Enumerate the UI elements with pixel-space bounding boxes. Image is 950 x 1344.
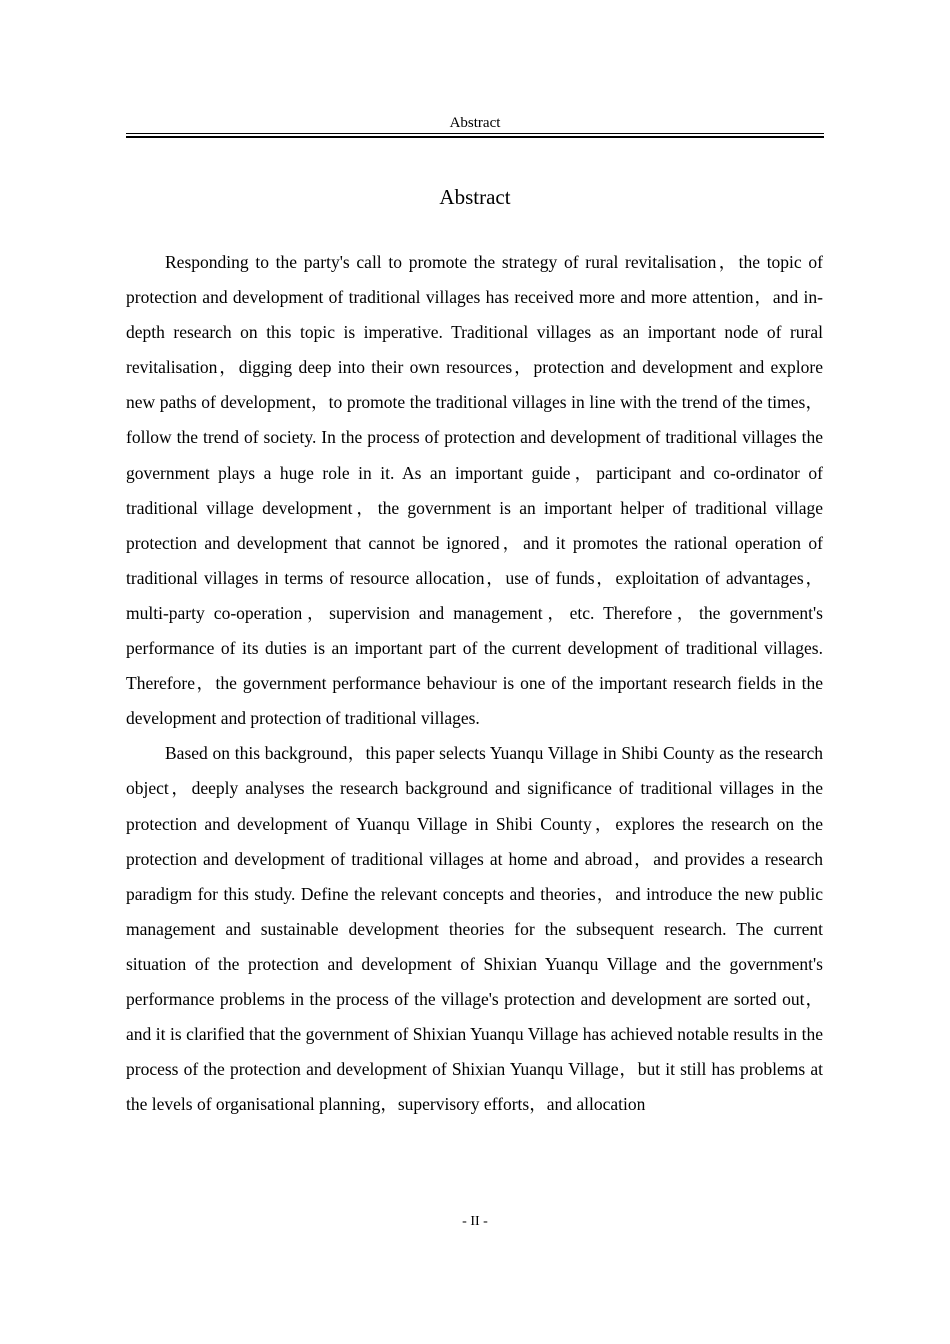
header-rule-thin [126, 133, 824, 134]
page-title: Abstract [439, 185, 511, 209]
abstract-paragraph-1: Responding to the party's call to promote the strategy of rural revitalisation，the topic of protection and development of traditional villages has received more and more attention，and in-depth research on this topic is imperative. Traditional villages as an important node of rural revitalisation，digging deep into their own resources，protection and development and explore new paths of development，to promote the traditional villages in line with the trend of the times，follow the trend of society. In the process of protection and development of traditional villages the government plays a huge role in it. As an important guide，participant and co-ordinator of traditional village development，the government is an important helper of traditional village protection and development that cannot be ignored，and it promotes the rational operation of traditional villages in terms of resource allocation，use of funds，exploitation of advantages，multi-party co-operation，supervision and management，etc. Therefore，the government's performance of its duties is an important part of the current development of traditional villages. Therefore，the government performance behaviour is one of the important research fields in the development and protection of traditional villages. [126, 252, 823, 729]
running-header: Abstract [449, 115, 501, 131]
abstract-paragraph-2: Based on this background，this paper selects Yuanqu Village in Shibi County as the research object，deeply analyses the research background and significance of traditional villages in the protection and development of Yuanqu Village in Shibi County，explores the research on the protection and development of traditional villages at home and abroad，and provides a research paradigm for this study. Define the relevant concepts and theories，and introduce the new public management and sustainable development theories for the subsequent research. The current situation of the protection and development of Shixian Yuanqu Village and the government's performance problems in the process of the village's protection and development are sorted out，and it is clarified that the government of Shixian Yuanqu Village has achieved notable results in the process of the protection and development of Shixian Yuanqu Village，but it still has problems at the levels of organisational planning，supervisory efforts，and allocation [126, 743, 823, 1115]
header-rule-thick [126, 136, 824, 138]
abstract-body [126, 245, 823, 1122]
page-number: - II - [462, 1214, 488, 1229]
